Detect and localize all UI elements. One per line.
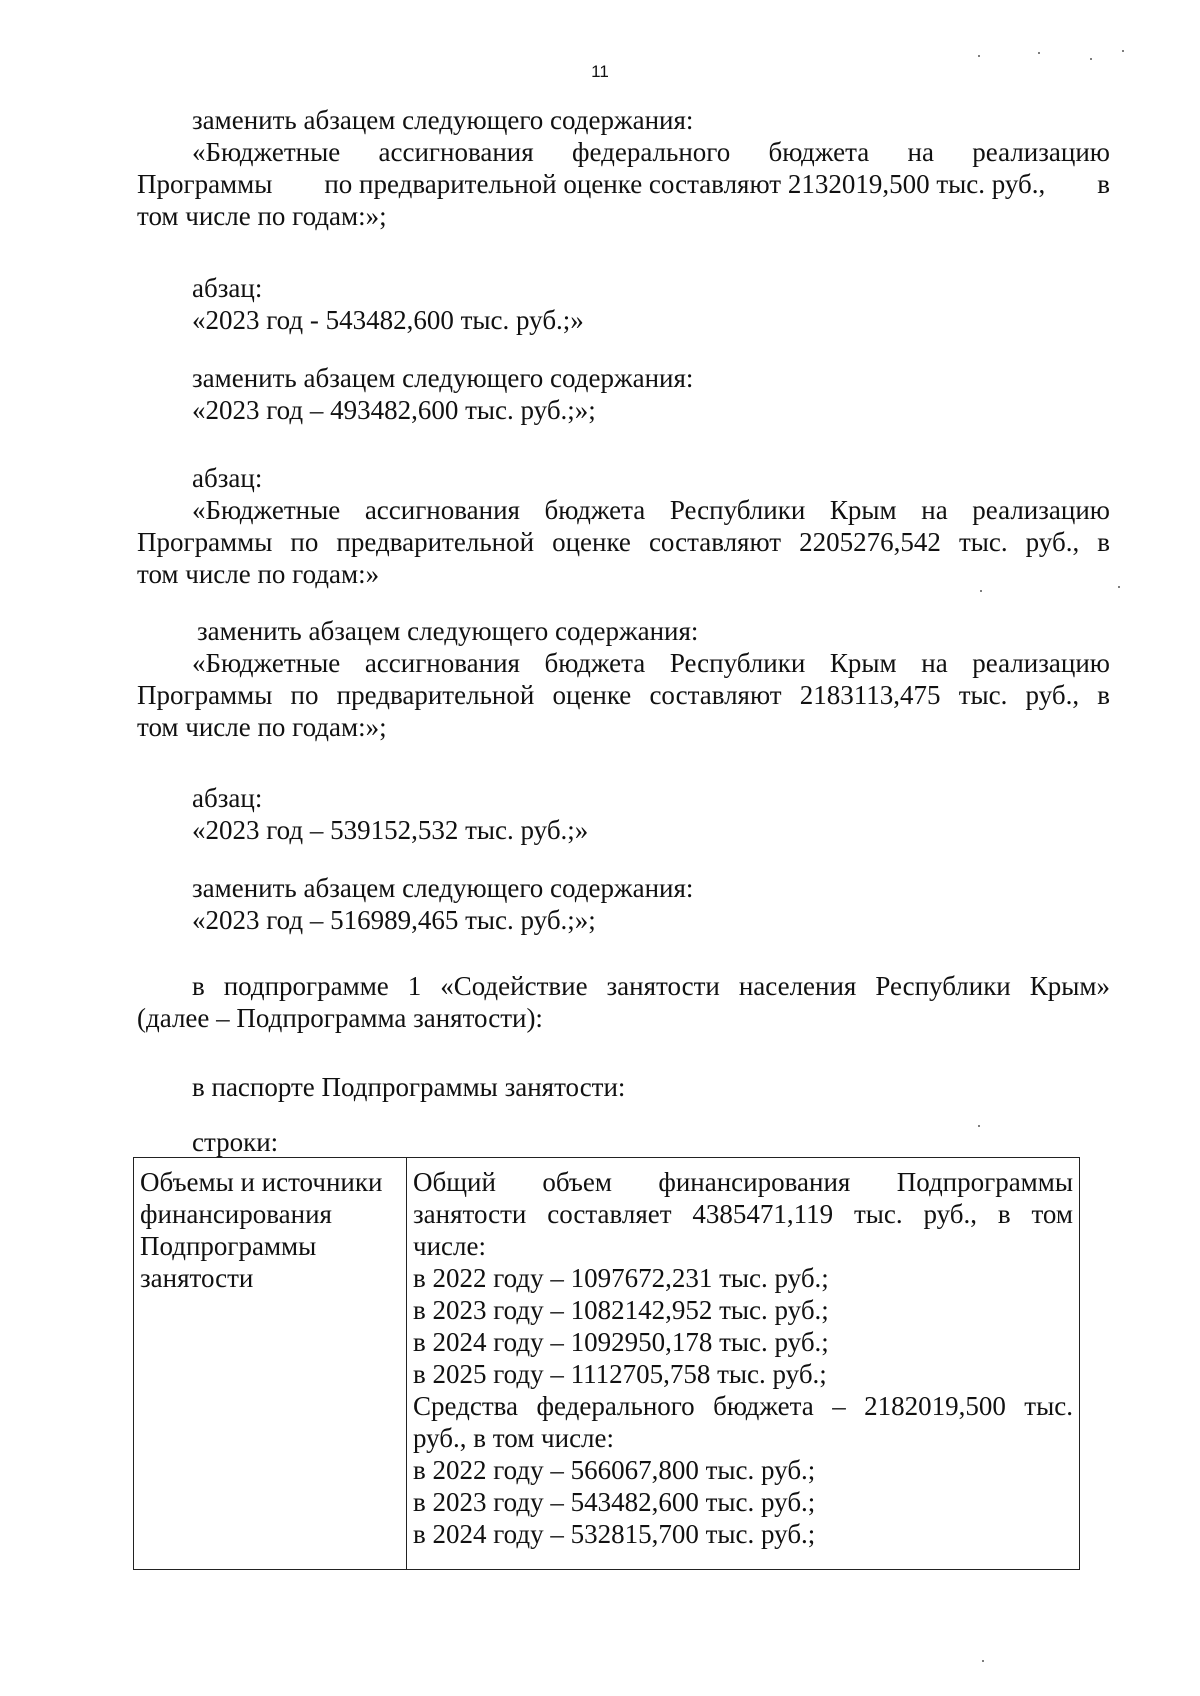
word: занятости xyxy=(606,971,720,1001)
paragraph-line: в паспорте Подпрограммы занятости: xyxy=(192,1072,626,1102)
word: «Бюджетные xyxy=(192,495,341,525)
paragraph-intro: абзац: xyxy=(192,463,263,493)
table-right-line: руб., в том числе: xyxy=(413,1423,615,1453)
justified-line xyxy=(137,168,1110,200)
word: – xyxy=(832,1391,846,1421)
word: в xyxy=(997,1199,1011,1229)
table-right-line: в 2023 году – 543482,600 тыс. руб.; xyxy=(413,1487,816,1517)
word: 2182019,500 xyxy=(864,1391,1006,1421)
table-right-justified-line xyxy=(413,1166,1073,1198)
table-right-justified-line xyxy=(413,1390,1073,1422)
word: по предварительной оценке составляют 2132019,500 тыс. руб., xyxy=(324,169,1046,199)
financing-table xyxy=(133,1157,1080,1570)
table-left-line: Подпрограммы xyxy=(140,1231,317,1261)
table-right-line: в 2022 году – 1097672,231 тыс. руб.; xyxy=(413,1263,829,1293)
paragraph-line: том числе по годам:»; xyxy=(137,201,387,231)
word: ассигнования xyxy=(364,648,520,678)
paragraph-intro: заменить абзацем следующего содержания: xyxy=(192,363,694,393)
word: тыс. xyxy=(1024,1391,1073,1421)
paragraph-intro: абзац: xyxy=(192,273,263,303)
word: ассигнования xyxy=(378,137,534,167)
table-right-line: в 2024 году – 1092950,178 тыс. руб.; xyxy=(413,1327,829,1357)
scan-speck xyxy=(978,55,980,57)
word: в xyxy=(1097,527,1110,557)
scan-speck xyxy=(1038,52,1040,54)
word: занятости xyxy=(413,1199,527,1229)
table-right-line: в 2025 году – 1112705,758 тыс. руб.; xyxy=(413,1359,827,1389)
justified-line xyxy=(192,647,1110,679)
word: в xyxy=(192,971,205,1001)
word: Крым xyxy=(829,648,897,678)
word: составляют xyxy=(649,680,782,710)
paragraph-line: строки: xyxy=(192,1127,279,1157)
word: по xyxy=(290,680,319,710)
word: на xyxy=(907,137,934,167)
word: «Бюджетные xyxy=(192,137,341,167)
table-left-line: финансирования xyxy=(140,1199,332,1229)
page-number: 11 xyxy=(591,62,609,81)
word: руб., xyxy=(923,1199,978,1229)
word: Республики xyxy=(669,648,806,678)
word: 4385471,119 xyxy=(692,1199,834,1229)
word: федерального xyxy=(536,1391,695,1421)
word: в xyxy=(1097,680,1110,710)
paragraph-intro: заменить абзацем следующего содержания: xyxy=(192,105,694,135)
word: предварительной xyxy=(336,527,535,557)
scan-speck xyxy=(1118,586,1120,588)
scan-speck xyxy=(980,590,982,592)
justified-line xyxy=(192,136,1110,168)
word: «Содействие xyxy=(440,971,588,1001)
scan-speck xyxy=(982,1660,984,1662)
word: «Бюджетные xyxy=(192,648,341,678)
word: Крым» xyxy=(1029,971,1110,1001)
word: объем xyxy=(542,1167,612,1197)
word: составляет xyxy=(547,1199,672,1229)
word: оценке xyxy=(552,527,631,557)
word: тыс. xyxy=(958,527,1008,557)
paragraph-intro: заменить абзацем следующего содержания: xyxy=(192,873,694,903)
table-left-line: Объемы и источники xyxy=(140,1167,383,1197)
paragraph-line: (далее – Подпрограмма занятости): xyxy=(137,1003,543,1033)
word: тыс. xyxy=(853,1199,903,1229)
word: в xyxy=(1097,169,1110,199)
word: бюджета xyxy=(544,495,646,525)
scan-speck xyxy=(1090,58,1092,60)
table-right-line: в 2024 году – 532815,700 тыс. руб.; xyxy=(413,1519,816,1549)
word: бюджета xyxy=(713,1391,814,1421)
paragraph-intro: абзац: xyxy=(192,783,263,813)
word: Программы xyxy=(137,527,273,557)
justified-line xyxy=(137,679,1110,711)
paragraph-line: «2023 год - 543482,600 тыс. руб.;» xyxy=(192,305,584,335)
word: составляют xyxy=(648,527,782,557)
justified-line xyxy=(192,494,1110,526)
justified-line xyxy=(137,526,1110,558)
word: федерального xyxy=(571,137,731,167)
word: 2183113,475 xyxy=(799,680,941,710)
word: оценке xyxy=(552,680,632,710)
word: подпрограмме xyxy=(223,971,389,1001)
word: ассигнования xyxy=(364,495,520,525)
scan-speck xyxy=(1122,50,1124,52)
word: том xyxy=(1031,1199,1073,1229)
paragraph-line: «2023 год – 516989,465 тыс. руб.;»; xyxy=(192,905,596,935)
word: 1 xyxy=(407,971,422,1001)
word: Крым xyxy=(829,495,897,525)
word: Программы xyxy=(137,169,273,199)
paragraph-line: «2023 год – 493482,600 тыс. руб.;»; xyxy=(192,395,596,425)
paragraph-line: том числе по годам:» xyxy=(137,559,380,589)
paragraph-line: том числе по годам:»; xyxy=(137,712,387,742)
table-right-line: в 2023 году – 1082142,952 тыс. руб.; xyxy=(413,1295,829,1325)
word: реализацию xyxy=(972,137,1110,167)
word: реализацию xyxy=(972,495,1110,525)
word: на xyxy=(921,648,948,678)
word: по xyxy=(290,527,319,557)
word: на xyxy=(921,495,948,525)
word: бюджета xyxy=(544,648,646,678)
table-right-justified-line xyxy=(413,1198,1073,1230)
word: руб., xyxy=(1025,527,1080,557)
word: Общий xyxy=(413,1167,496,1197)
paragraph-intro: заменить абзацем следующего содержания: xyxy=(197,616,699,646)
word: руб., xyxy=(1025,680,1080,710)
word: Средства xyxy=(413,1391,519,1421)
word: Программы xyxy=(137,680,273,710)
word: Республики xyxy=(875,971,1011,1001)
table-column-divider xyxy=(406,1158,407,1569)
table-right-line: в 2022 году – 566067,800 тыс. руб.; xyxy=(413,1455,816,1485)
table-left-line: занятости xyxy=(140,1263,254,1293)
word: 2205276,542 xyxy=(799,527,941,557)
word: предварительной xyxy=(336,680,535,710)
justified-line xyxy=(192,970,1110,1002)
word: Республики xyxy=(669,495,806,525)
word: Подпрограммы xyxy=(896,1167,1073,1197)
word: населения xyxy=(738,971,857,1001)
word: тыс. xyxy=(958,680,1008,710)
word: финансирования xyxy=(658,1167,851,1197)
word: бюджета xyxy=(768,137,870,167)
table-right-line: числе: xyxy=(413,1231,486,1261)
scan-speck xyxy=(978,1125,980,1127)
paragraph-line: «2023 год – 539152,532 тыс. руб.;» xyxy=(192,815,589,845)
word: реализацию xyxy=(972,648,1110,678)
